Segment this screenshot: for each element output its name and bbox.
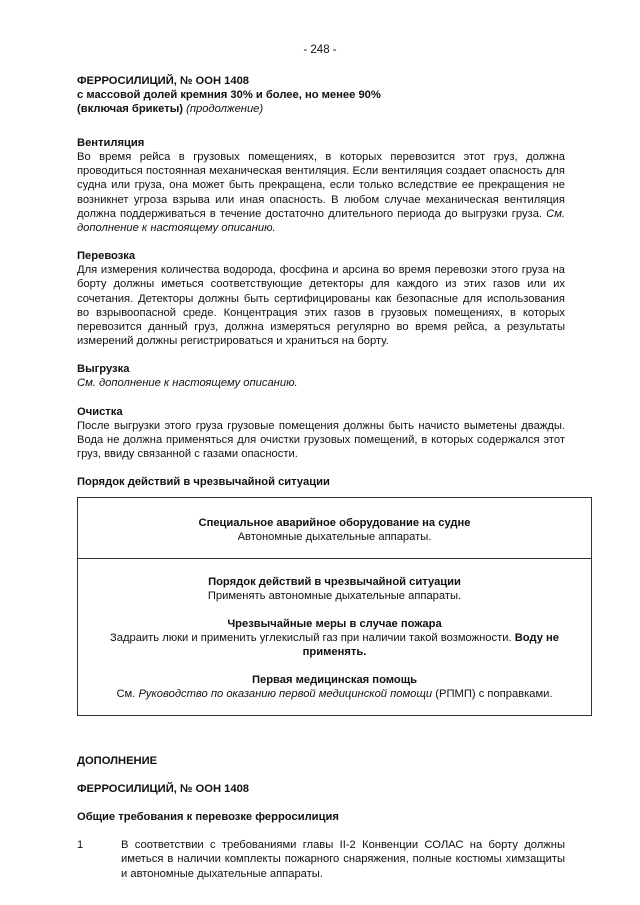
procedures-heading: Порядок действий в чрезвычайной ситуации xyxy=(208,576,461,589)
title-line-2: с массовой долей кремния 30% и более, но менее 90% xyxy=(77,89,381,101)
title-continuation-note: (продолжение) xyxy=(186,103,264,115)
medical-prefix: См. xyxy=(116,688,136,701)
discharge-reference: См. дополнение к настоящему описанию. xyxy=(77,377,298,390)
carriage-heading: Перевозка xyxy=(77,250,136,263)
procedures-group xyxy=(86,575,583,603)
page-number: - 248 - xyxy=(303,44,337,56)
fire-heading: Чрезвычайные меры в случае пожара xyxy=(227,618,442,631)
document-title xyxy=(77,74,565,116)
clean-up-paragraph: После выгрузки этого груза грузовые помещения должны быть начисто выметены дважды. Вода не должна применяться для очистки грузовых помещений, в которых содержался этот груз, ввиду связанной с газами опасности. xyxy=(77,419,565,461)
fire-group xyxy=(86,617,583,659)
carriage-paragraph: Для измерения количества водорода, фосфина и арсина во время перевозки этого груза на борту должны иметься соответствующие детекторы для каждого из этих газов или их сочетания. Детекторы должны быть сертифицированы как безопасные для использования во взрывоопасной среде. Концентрация этих газов в грузовых помещениях, в которых перевозится данный груз, должна измеряться регулярно во время рейса, а результаты измерений должны регистрироваться и храниться на борту. xyxy=(77,264,565,348)
ventilation-heading: Вентиляция xyxy=(77,137,145,149)
discharge-heading: Выгрузка xyxy=(77,363,130,376)
document-page xyxy=(77,40,565,881)
emergency-heading: Порядок действий в чрезвычайной ситуации xyxy=(77,476,330,489)
title-line-3 xyxy=(77,102,565,116)
equipment-section xyxy=(78,498,591,559)
clean-up-heading: Очистка xyxy=(77,405,123,418)
title-line-1: ФЕРРОСИЛИЦИЙ, № ООН 1408 xyxy=(77,75,250,87)
procedures-text: Применять автономные дыхательные аппараты. xyxy=(207,590,462,603)
medical-group xyxy=(86,673,583,701)
equipment-heading: Специальное аварийное оборудование на судне xyxy=(198,517,471,530)
medical-suffix: (РПМП) с поправками. xyxy=(435,688,553,701)
fire-water-warning: Воду не применять. xyxy=(302,632,560,659)
ventilation-text: Во время рейса в грузовых помещениях, в которых перевозится этот груз, должна проводиться постоянная механическая вентиляция. Если вентиляция создает опасность для судна или груза, она может быть прекращена, если только вследствие ее прекращения не возникнет угроза взрыва или иная опасность. В любом случае механическая вентиляция должна поддерживаться в течение достаточно длительного периода до выгрузки груза. xyxy=(77,151,565,220)
medical-guide-title: Руководство по оказанию первой медицинской помощи xyxy=(138,688,433,701)
medical-heading: Первая медицинская помощь xyxy=(251,674,418,687)
general-requirements-heading: Общие требования к перевозке ферросилиция xyxy=(77,811,339,824)
appendix-heading: ДОПОЛНЕНИЕ xyxy=(77,755,158,768)
equipment-text: Автономные дыхательные аппараты. xyxy=(237,531,432,544)
appendix-subtitle: ФЕРРОСИЛИЦИЙ, № ООН 1408 xyxy=(77,783,250,796)
ventilation-paragraph xyxy=(77,150,565,235)
paragraph-number: 1 xyxy=(77,839,84,852)
emergency-box xyxy=(77,497,592,716)
numbered-paragraph xyxy=(77,838,565,881)
fire-text: Задраить люки и применить углекислый газ при наличии такой возможности. xyxy=(109,632,512,645)
ventilation-reference: См. дополнение к настоящему описанию. xyxy=(77,207,565,235)
title-line-3-text: (включая брикеты) xyxy=(77,103,183,115)
procedures-section xyxy=(78,559,591,715)
paragraph-text: В соответствии с требованиями главы II-2 Конвенции СОЛАС на борту должны иметься в наличии комплекты пожарного снаряжения, полные костюмы химзащиты и автономные дыхательные аппараты. xyxy=(121,839,565,880)
fire-text-line xyxy=(86,631,583,659)
medical-text xyxy=(86,687,583,701)
